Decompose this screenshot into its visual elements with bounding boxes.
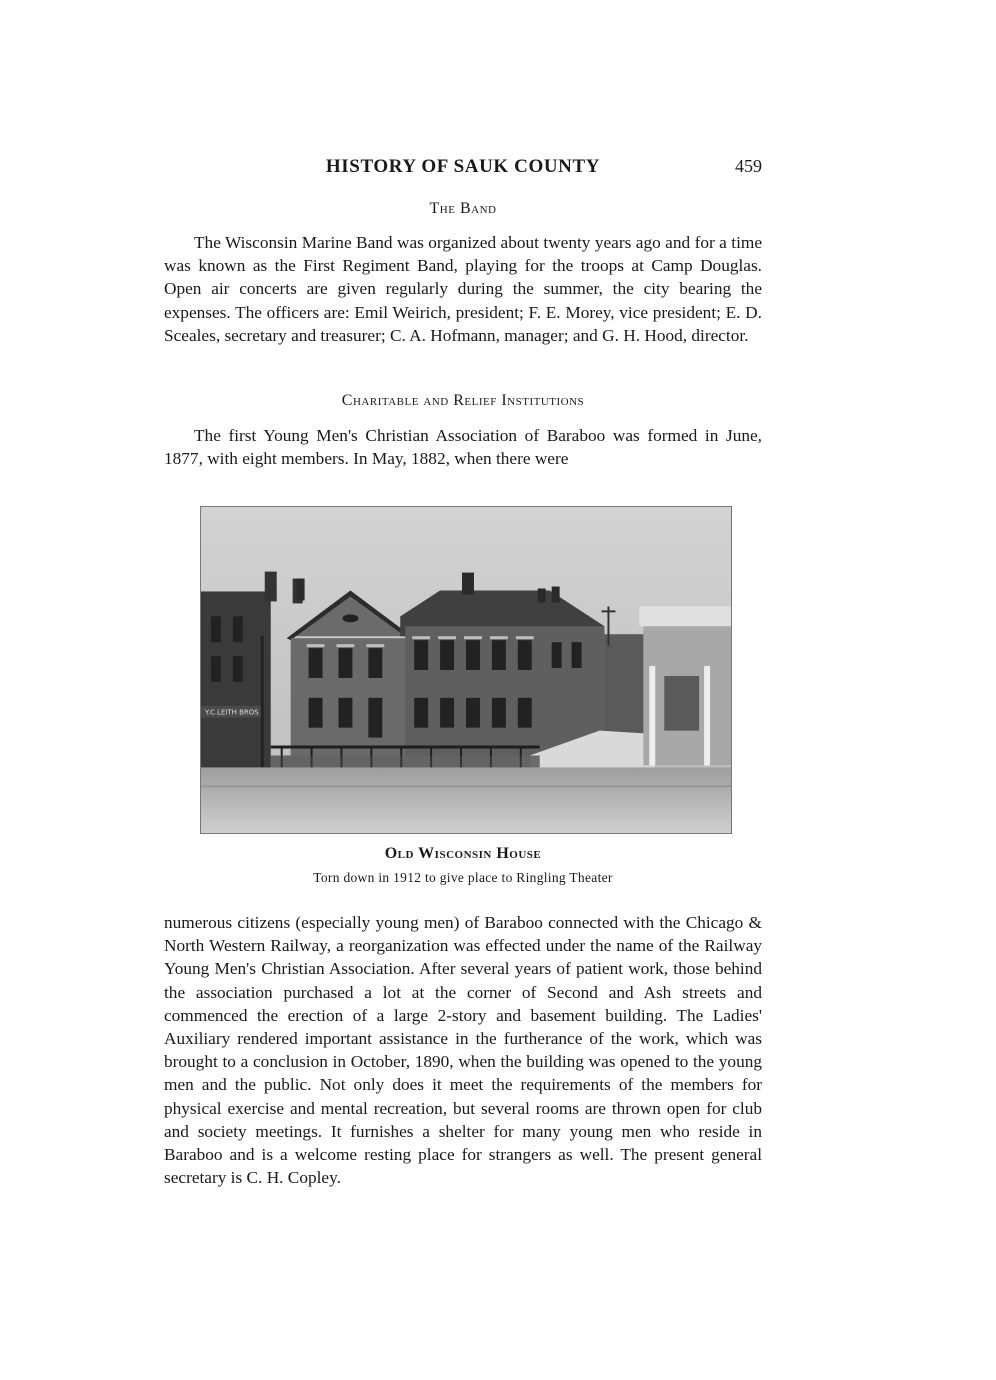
section-heading-band: The Band [429,200,497,217]
section-heading-charitable: Charitable and Relief Institutions [341,392,585,409]
paragraph-ymca-continued: numerous citizens (especially young men) of Baraboo connected with the Chicago & North Western Railway, a reorganization was effected under the name of the Railway Young Men's Christian Association. After several years of patient work, those behind the association purchased a lot at the corner of Second and Ash streets and commenced the erection of a large 2-story and basement building. The Ladies' Auxiliary rendered important assistance in the furtherance of the work, which was brought to a conclusion in October, 1890, when the building was opened to the young men and the public. Not only does it meet the requirements of the members for physical exercise and mental recreation, but several rooms are thrown open for club and society meetings. It furnishes a shelter for many young men who reside in Baraboo and is a welcome resting place for strangers as well. The present general secretary is C. H. Copley. [164,913,762,1188]
page-number: 459 [735,156,762,176]
storefront-sign: Y.C.LEITH BROS [204,708,259,717]
figure-caption-subtitle: Torn down in 1912 to give place to Ringling Theater [313,870,613,885]
running-head [164,156,762,182]
figure-caption-title: Old Wisconsin House [384,845,542,862]
paragraph-ymca-intro: The first Young Men's Christian Association of Baraboo was formed in June, 1877, with eight members. In May, 1882, when there were [164,426,762,469]
paragraph-band: The Wisconsin Marine Band was organized about twenty years ago and for a time was known as the First Regiment Band, playing for the troops at Camp Douglas. Open air concerts are given regularly during the summer, the city bearing the expenses. The officers are: Emil Weirich, president; F. E. Morey, vice president; E. D. Sceales, secretary and treasurer; C. A. Hofmann, manager; and G. H. Hood, director. [164,233,762,345]
photo-old-wisconsin-house [200,506,732,834]
running-title: HISTORY OF SAUK COUNTY [325,156,601,177]
